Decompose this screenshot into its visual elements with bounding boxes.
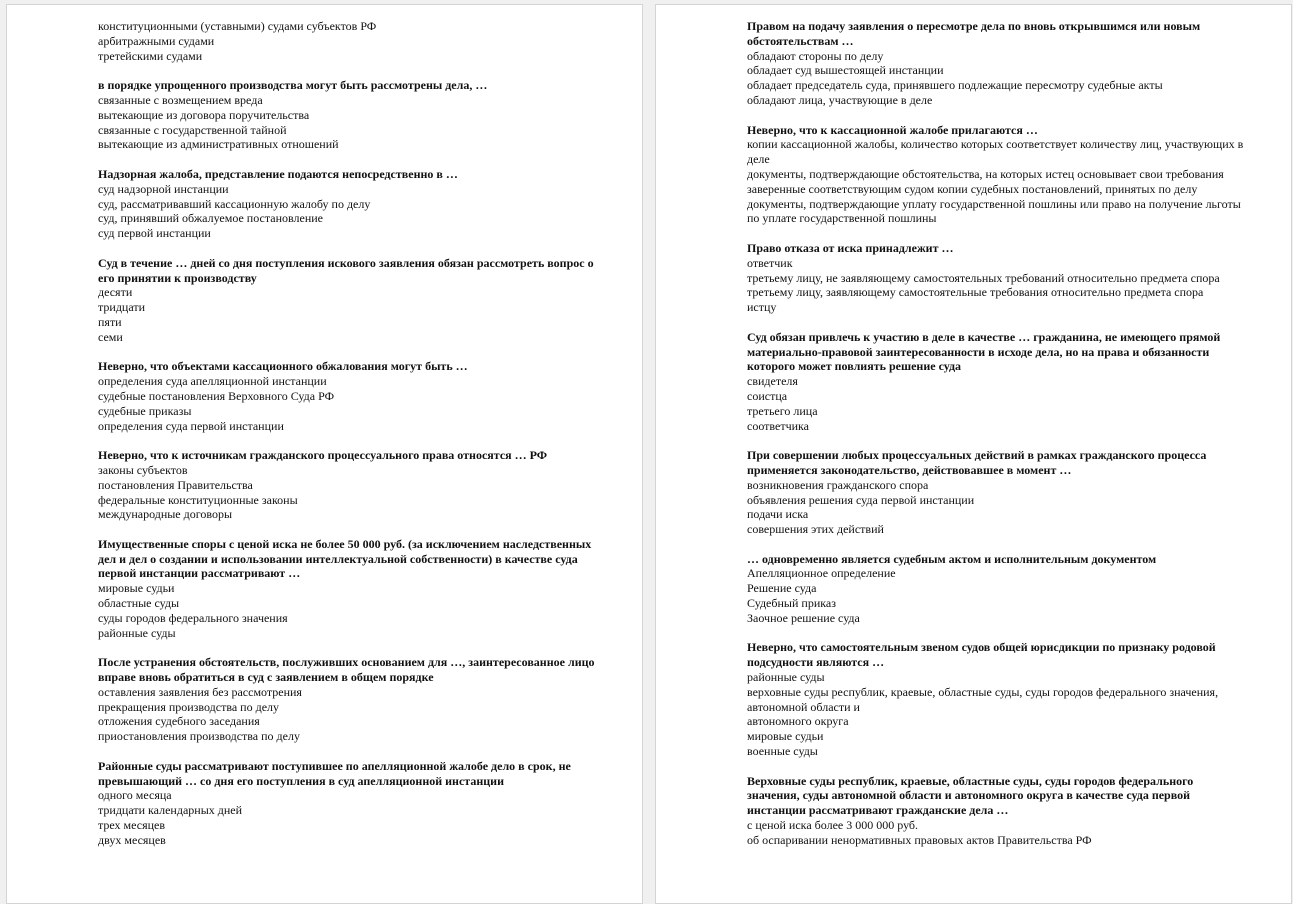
answer-option: арбитражными судами bbox=[98, 33, 215, 48]
question-title: При совершении любых процессуальных действий в рамках гражданского процесса применяется законодательство, действовавшее в момент … bbox=[747, 448, 1207, 477]
answer-option: с ценой иска более 3 000 000 руб. bbox=[747, 818, 919, 833]
lead-options bbox=[98, 19, 610, 63]
answer-option: приостановления производства по делу bbox=[98, 729, 300, 744]
answer-option: областные суды bbox=[98, 596, 180, 611]
question-title: Неверно, что объектами кассационного обжалования могут быть … bbox=[98, 359, 468, 374]
question-block bbox=[747, 123, 1247, 227]
answer-option: третьему лицу, заявляющему самостоятельные требования относительно предмета спора bbox=[747, 285, 1204, 300]
answer-option: конституционными (уставными) судами субъектов РФ bbox=[98, 19, 377, 33]
answer-option: третьему лицу, не заявляющему самостоятельных требований относительно предмета спора bbox=[747, 270, 1220, 285]
question-block bbox=[98, 167, 610, 241]
answer-option: третьего лица bbox=[747, 403, 818, 418]
answer-option: ответчик bbox=[747, 255, 793, 270]
answer-option: мировые судьи bbox=[747, 729, 824, 744]
answer-option: мировые судьи bbox=[98, 581, 175, 596]
answer-option: суд надзорной инстанции bbox=[98, 181, 229, 196]
answer-option: военные суды bbox=[747, 744, 818, 759]
answer-option: обладают лица, участвующие в деле bbox=[747, 92, 933, 107]
question-block bbox=[98, 256, 610, 345]
answer-option: судебные приказы bbox=[98, 403, 192, 418]
answer-option: возникновения гражданского спора bbox=[747, 477, 929, 492]
question-block bbox=[747, 774, 1247, 848]
answer-option: Апелляционное определение bbox=[747, 566, 896, 581]
question-block bbox=[98, 537, 610, 641]
answer-option: законы субъектов bbox=[98, 462, 188, 477]
question-title: Верховные суды республик, краевые, областные суды, суды городов федерального значения, суды автономной области и автономного округа в качестве суда первой инстанции рассматривают гражданские дела … bbox=[747, 773, 1194, 818]
question-title: … одновременно является судебным актом и исполнительным документом bbox=[747, 551, 1157, 566]
answer-option: трех месяцев bbox=[98, 818, 166, 833]
answer-option: определения суда первой инстанции bbox=[98, 418, 284, 433]
answer-option: верховные суды республик, краевые, областные суды, суды городов федерального значения, автономной области и bbox=[747, 684, 1219, 714]
answer-option: обладает суд вышестоящей инстанции bbox=[747, 63, 944, 78]
answer-option: суд первой инстанции bbox=[98, 226, 211, 241]
answer-option: копии кассационной жалобы, количество которых соответствует количеству лиц, участвующих в деле bbox=[747, 137, 1244, 167]
answer-option: третейскими судами bbox=[98, 48, 203, 63]
question-title: Надзорная жалоба, представление подаются непосредственно в … bbox=[98, 166, 458, 181]
question-title: Правом на подачу заявления о пересмотре дела по вновь открывшимся или новым обстоятельствам … bbox=[747, 19, 1201, 48]
answer-option: суды городов федерального значения bbox=[98, 610, 288, 625]
question-title: Неверно, что к кассационной жалобе прилагаются … bbox=[747, 122, 1038, 137]
answer-option: подачи иска bbox=[747, 507, 809, 522]
answer-option: Решение суда bbox=[747, 581, 817, 596]
question-title: Суд обязан привлечь к участию в деле в качестве … гражданина, не имеющего прямой материально-правовой заинтересованности в исходе дела, но на права и обязанности которого может повлиять решение суда bbox=[747, 329, 1221, 374]
question-title: Районные суды рассматривают поступившее по апелляционной жалобе дело в срок, не превышающий … со дня его поступления в суд апелляционной инстанции bbox=[98, 758, 571, 788]
document-page-left bbox=[6, 4, 643, 904]
answer-option: объявления решения суда первой инстанции bbox=[747, 492, 975, 507]
question-block bbox=[747, 448, 1247, 537]
question-title: Суд в течение … дней со дня поступления искового заявления обязан рассмотреть вопрос о его принятии к производству bbox=[98, 255, 594, 285]
answer-option: об оспаривании ненормативных правовых актов Правительства РФ bbox=[747, 832, 1092, 847]
question-title: Неверно, что самостоятельным звеном судов общей юрисдикции по признаку родовой подсудности являются … bbox=[747, 640, 1216, 670]
answer-option: оставления заявления без рассмотрения bbox=[98, 684, 302, 699]
answer-option: обладают стороны по делу bbox=[747, 48, 884, 63]
answer-option: Заочное решение суда bbox=[747, 610, 860, 625]
answer-option: связанные с возмещением вреда bbox=[98, 92, 263, 107]
question-list bbox=[747, 19, 1247, 848]
answer-option: обладает председатель суда, принявшего подлежащие пересмотру судебные акты bbox=[747, 78, 1163, 93]
answer-option: Судебный приказ bbox=[747, 596, 836, 611]
answer-option: истцу bbox=[747, 300, 777, 315]
answer-option: районные суды bbox=[98, 625, 176, 640]
question-block bbox=[747, 241, 1247, 315]
answer-option: автономного округа bbox=[747, 714, 849, 729]
answer-option: документы, подтверждающие обстоятельства, на которых истец основывает свои требования bbox=[747, 166, 1224, 181]
answer-option: судебные постановления Верховного Суда РФ bbox=[98, 388, 335, 403]
question-title: Имущественные споры с ценой иска не более 50 000 руб. (за исключением наследственных дел и дел о создании и использовании интеллектуальной собственности) в качестве суда первой инстанции рассматривают … bbox=[98, 536, 592, 581]
answer-option: десяти bbox=[98, 285, 133, 300]
answer-option: тридцати календарных дней bbox=[98, 803, 243, 818]
answer-option: суд, рассматривавший кассационную жалобу по делу bbox=[98, 196, 371, 211]
answer-option: семи bbox=[98, 329, 123, 344]
page-content bbox=[747, 19, 1247, 862]
question-list bbox=[98, 78, 610, 847]
answer-option: свидетеля bbox=[747, 374, 798, 389]
answer-option: одного месяца bbox=[98, 788, 172, 803]
answer-option: вытекающие из административных отношений bbox=[98, 137, 339, 152]
answer-option: международные договоры bbox=[98, 507, 233, 522]
answer-option: заверенные соответствующим судом копии судебных постановлений, принятых по делу bbox=[747, 181, 1198, 196]
answer-option: районные суды bbox=[747, 670, 825, 685]
document-page-right bbox=[655, 4, 1292, 904]
question-block bbox=[747, 552, 1247, 626]
question-title: в порядке упрощенного производства могут быть рассмотрены дела, … bbox=[98, 78, 488, 93]
answer-option: совершения этих действий bbox=[747, 522, 884, 537]
answer-option: документы, подтверждающие уплату государственной пошлины или право на получение льготы по уплате государственной пошлины bbox=[747, 196, 1241, 226]
answer-option: отложения судебного заседания bbox=[98, 714, 260, 729]
question-block bbox=[98, 78, 610, 152]
answer-option: соистца bbox=[747, 388, 788, 403]
answer-option: суд, принявший обжалуемое постановление bbox=[98, 211, 323, 226]
question-title: После устранения обстоятельств, послуживших основанием для …, заинтересованное лицо вправе вновь обратиться в суд с заявлением в общем порядке bbox=[98, 655, 595, 685]
question-block bbox=[747, 330, 1247, 434]
page-content bbox=[98, 19, 610, 862]
answer-option: определения суда апелляционной инстанции bbox=[98, 374, 327, 389]
question-block bbox=[98, 655, 610, 744]
question-block bbox=[747, 640, 1247, 758]
answer-option: двух месяцев bbox=[98, 832, 166, 847]
answer-option: тридцати bbox=[98, 300, 146, 315]
answer-option: федеральные конституционные законы bbox=[98, 492, 298, 507]
question-block bbox=[747, 19, 1247, 108]
answer-option: постановления Правительства bbox=[98, 477, 253, 492]
answer-option: вытекающие из договора поручительства bbox=[98, 107, 310, 122]
answer-option: связанные с государственной тайной bbox=[98, 122, 287, 137]
question-block bbox=[98, 448, 610, 522]
question-title: Право отказа от иска принадлежит … bbox=[747, 240, 954, 255]
question-title: Неверно, что к источникам гражданского процессуального права относятся … РФ bbox=[98, 448, 548, 463]
answer-option: пяти bbox=[98, 314, 122, 329]
answer-option: соответчика bbox=[747, 418, 810, 433]
answer-option: прекращения производства по делу bbox=[98, 699, 280, 714]
question-block bbox=[98, 759, 610, 848]
question-block bbox=[98, 359, 610, 433]
